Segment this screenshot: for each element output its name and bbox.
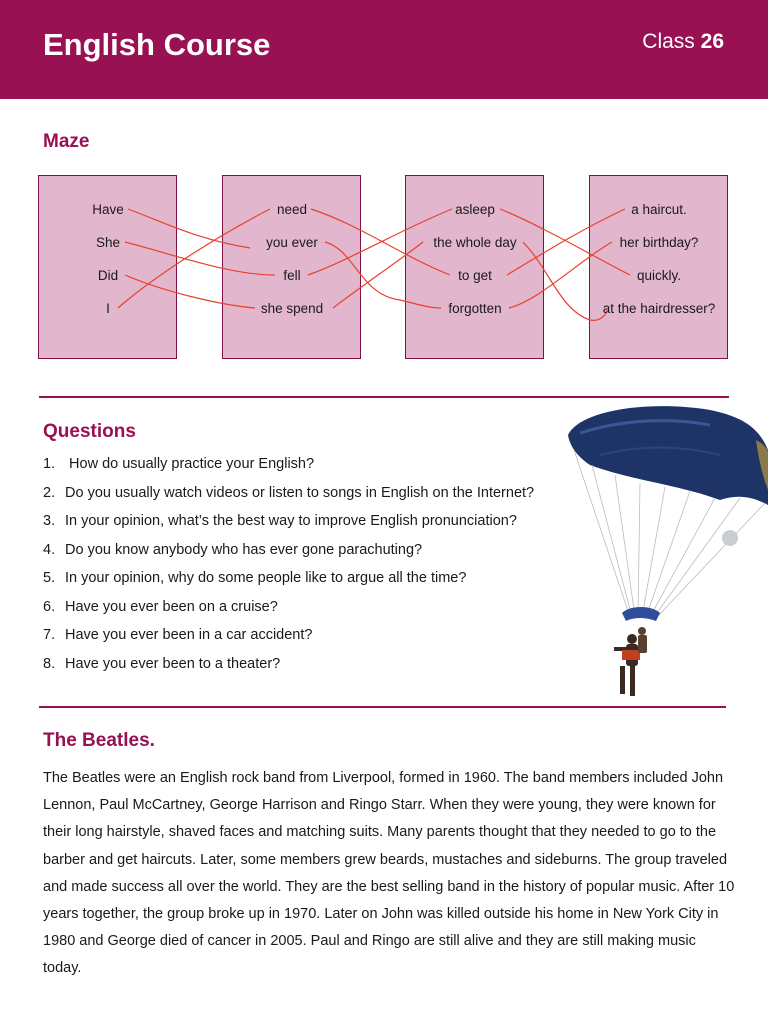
question-item bbox=[43, 570, 583, 599]
connector bbox=[500, 209, 630, 275]
questions-list bbox=[43, 456, 583, 684]
maze-word: her birthday? bbox=[619, 235, 699, 250]
section-divider bbox=[39, 706, 726, 708]
questions-title: Questions bbox=[43, 421, 136, 442]
question-item bbox=[43, 599, 583, 628]
question-item bbox=[43, 456, 583, 485]
beatles-paragraph: The Beatles were an English rock band from Liverpool, formed in 1960. The band members included John Lennon, Paul McCartney, George Harrison and Ringo Starr. When they were young, they were known for their long hairstyle, shaved faces and matching suits. Many parents thought that they needed to go to the barber and get haircuts. Later, some members grew beards, mustaches and sideburns. The group traveled and made success all over the world. They are the best selling band in the history of popular music. After 10 years together, the group broke up in 1970. Later on John was killed outside his home in New York City in 1980 and George died of cancer in 2005. Paul and Ringo are still alive and they are still making music today. bbox=[43, 770, 735, 977]
connector bbox=[118, 209, 270, 308]
maze-word: fell bbox=[283, 268, 301, 283]
connector bbox=[507, 209, 625, 275]
connector bbox=[128, 209, 250, 248]
class-label bbox=[642, 30, 724, 54]
question-number: 7. bbox=[43, 627, 56, 643]
maze-word: you ever bbox=[266, 235, 318, 250]
question-item bbox=[43, 627, 583, 656]
maze-word: quickly. bbox=[636, 268, 682, 283]
class-number: 26 bbox=[700, 30, 724, 53]
question-number: 1. bbox=[43, 456, 56, 472]
question-text: In your opinion, why do some people like to argue all the time? bbox=[65, 570, 467, 586]
maze-word: Have bbox=[92, 202, 124, 217]
connector bbox=[509, 242, 612, 308]
parachute-image bbox=[560, 395, 768, 707]
question-number: 5. bbox=[43, 570, 56, 586]
maze-title: Maze bbox=[43, 131, 90, 152]
question-number: 4. bbox=[43, 541, 56, 558]
class-label-text: Class bbox=[642, 30, 695, 53]
maze-exercise bbox=[0, 170, 768, 370]
maze-word: the whole day bbox=[433, 235, 517, 250]
question-text: Do you know anybody who has ever gone parachuting? bbox=[65, 541, 423, 558]
connector bbox=[333, 242, 423, 308]
question-item bbox=[43, 542, 583, 571]
maze-word: forgotten bbox=[448, 301, 502, 316]
question-item bbox=[43, 485, 583, 514]
course-title: English Course bbox=[43, 27, 271, 62]
connector bbox=[325, 242, 441, 308]
question-number: 6. bbox=[43, 598, 56, 615]
maze-word: I bbox=[106, 301, 110, 316]
question-text: Have you ever been on a cruise? bbox=[65, 598, 278, 615]
question-text: How do usually practice your English? bbox=[65, 456, 315, 472]
question-item bbox=[43, 656, 583, 685]
maze-word: Did bbox=[97, 268, 119, 283]
maze-word: a haircut. bbox=[631, 202, 687, 217]
beatles-title: The Beatles. bbox=[43, 730, 155, 751]
maze-word: at the hairdresser? bbox=[602, 301, 716, 316]
connector bbox=[308, 209, 452, 275]
question-text: Have you ever been in a car accident? bbox=[65, 627, 313, 643]
connector bbox=[125, 242, 275, 275]
maze-word: asleep bbox=[455, 202, 495, 217]
question-text: Do you usually watch videos or listen to songs in English on the Internet? bbox=[65, 484, 535, 501]
question-text: Have you ever been to a theater? bbox=[65, 655, 281, 672]
maze-word: to get bbox=[458, 268, 492, 283]
question-number: 8. bbox=[43, 655, 56, 672]
question-item bbox=[43, 513, 583, 542]
maze-word: she spend bbox=[260, 301, 324, 316]
question-text: In your opinion, what’s the best way to improve English pronunciation? bbox=[65, 513, 517, 529]
page-header bbox=[0, 0, 768, 99]
question-number: 2. bbox=[43, 484, 56, 501]
maze-word: She bbox=[95, 235, 121, 250]
maze-word: need bbox=[276, 202, 308, 217]
question-number: 3. bbox=[43, 513, 56, 529]
connector bbox=[125, 275, 255, 308]
